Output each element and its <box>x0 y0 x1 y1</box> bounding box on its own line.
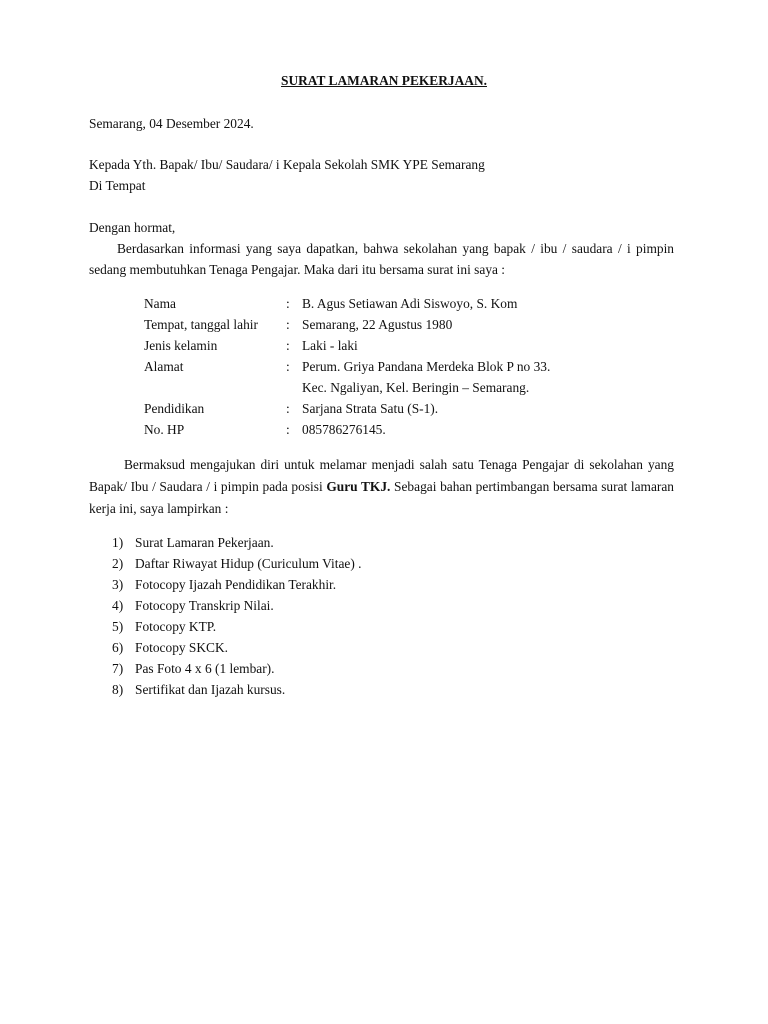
purpose-text-end: Sebagai bahan pertimbangan bersama surat lamaran kerja ini, saya lampirkan : <box>89 479 674 516</box>
list-item: 2) Daftar Riwayat Hidup (Curiculum Vitae) . <box>112 556 362 571</box>
list-item: 4) Fotocopy Transkrip Nilai. <box>112 598 274 613</box>
info-row-gender <box>144 335 664 356</box>
info-row-phone <box>144 419 664 440</box>
info-colon: : <box>286 317 290 332</box>
info-value: B. Agus Setiawan Adi Siswoyo, S. Kom <box>302 296 518 311</box>
applicant-info <box>144 293 664 440</box>
info-label: Tempat, tanggal lahir <box>144 317 258 332</box>
list-item: 1) Surat Lamaran Pekerjaan. <box>112 535 274 550</box>
salutation: Dengan hormat, <box>89 220 176 235</box>
letter-title: SURAT LAMARAN PEKERJAAN. <box>281 73 487 88</box>
info-colon: : <box>286 422 290 437</box>
list-item: 8) Sertifikat dan Ijazah kursus. <box>112 682 286 697</box>
info-colon: : <box>286 296 290 311</box>
opening-paragraph: Berdasarkan informasi yang saya dapatkan, bahwa sekolahan yang bapak / ibu / saudara / i pimpin sedang membutuhkan Tenaga Pengajar. Maka dari itu bersama surat ini saya : <box>89 241 674 277</box>
list-item: 5) Fotocopy KTP. <box>112 619 217 634</box>
info-label: Nama <box>144 296 176 311</box>
info-value: Laki - laki <box>302 338 358 353</box>
list-item: 7) Pas Foto 4 x 6 (1 lembar). <box>112 661 275 676</box>
info-row-address <box>144 356 664 398</box>
list-item: 3) Fotocopy Ijazah Pendidikan Terakhir. <box>112 577 337 592</box>
info-label: Alamat <box>144 359 184 374</box>
address-line-1: Perum. Griya Pandana Merdeka Blok P no 33. <box>302 359 551 374</box>
position-name: Guru TKJ. <box>326 479 391 494</box>
info-value: 085786276145. <box>302 422 386 437</box>
info-value: Semarang, 22 Agustus 1980 <box>302 317 453 332</box>
info-colon: : <box>286 359 290 374</box>
date-line: Semarang, 04 Desember 2024. <box>89 116 254 131</box>
info-label: Pendidikan <box>144 401 205 416</box>
addressee-line: Kepada Yth. Bapak/ Ibu/ Saudara/ i Kepala Sekolah SMK YPE Semarang <box>89 157 485 172</box>
info-value: Sarjana Strata Satu (S-1). <box>302 401 439 416</box>
purpose-paragraph <box>89 454 674 520</box>
attachment-list <box>112 532 672 700</box>
list-item: 6) Fotocopy SKCK. <box>112 640 229 655</box>
info-value <box>302 356 664 398</box>
info-label: Jenis kelamin <box>144 338 218 353</box>
address-line-2: Kec. Ngaliyan, Kel. Beringin – Semarang. <box>302 380 530 395</box>
addressee-block <box>89 154 485 196</box>
info-row-education <box>144 398 664 419</box>
info-colon: : <box>286 338 290 353</box>
purpose-text: Bermaksud mengajukan diri untuk melamar menjadi salah satu Tenaga Pengajar di sekolahan yang Bapak/ Ibu / Saudara / i pimpin pada posisi <box>89 457 674 494</box>
info-label: No. HP <box>144 422 185 437</box>
info-row-birth <box>144 314 664 335</box>
addressee-place: Di Tempat <box>89 178 146 193</box>
info-colon: : <box>286 401 290 416</box>
info-row-name <box>144 293 664 314</box>
